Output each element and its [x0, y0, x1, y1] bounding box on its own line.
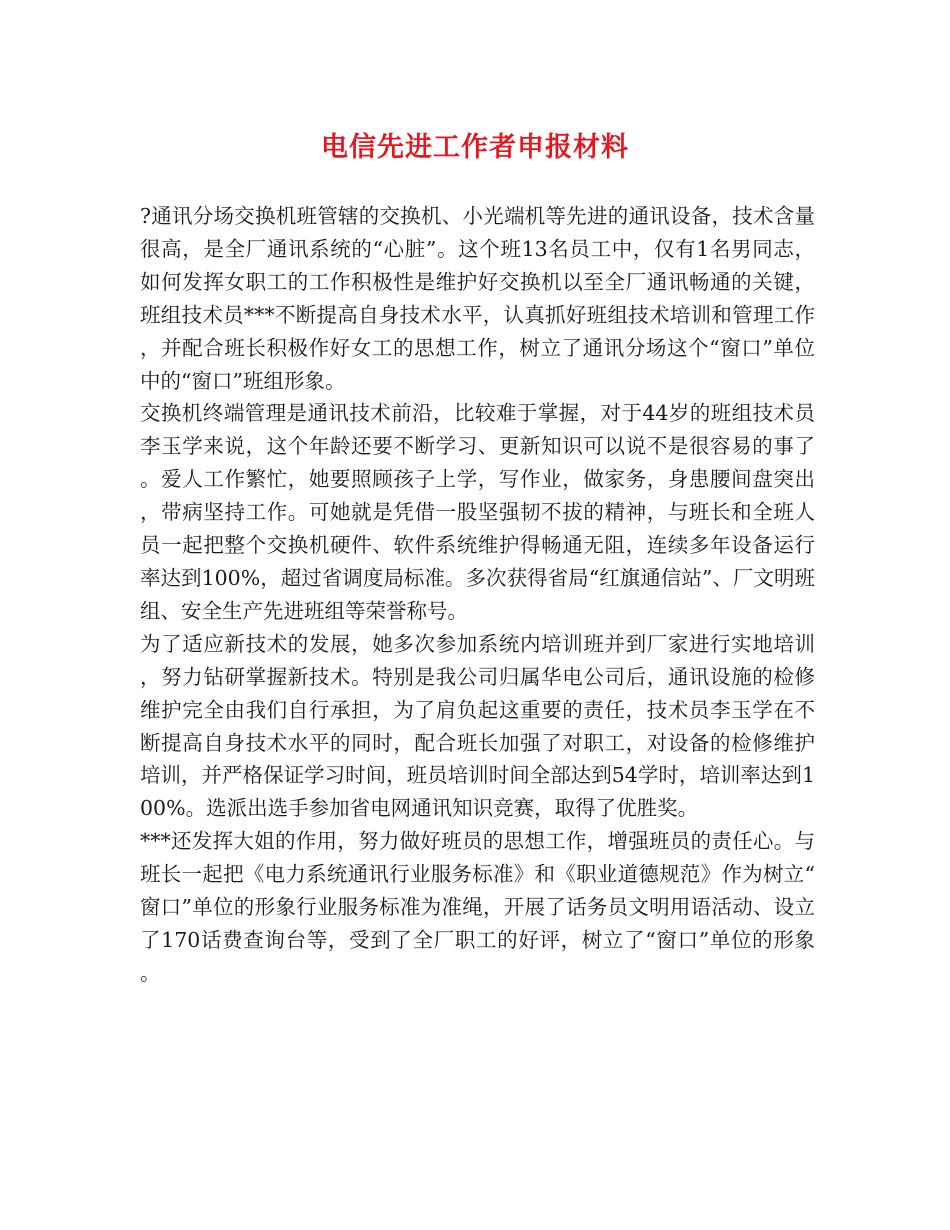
- paragraph: ?通讯分场交换机班管辖的交换机、小光端机等先进的通讯设备，技术含量很高，是全厂通讯系统的“心脏”。这个班13名员工中，仅有1名男同志，如何发挥女职工的工作积极性是维护好交换机以至全厂通讯畅通的关键，班组技术员***不断提高自身技术水平，认真抓好班组技术培训和管理工作，并配合班长积极作好女工的思想工作，树立了通讯分场这个“窗口”单位中的“窗口”班组形象。: [140, 204, 815, 393]
- document-title: 电信先进工作者申报材料: [321, 132, 629, 163]
- paragraph: 为了适应新技术的发展，她多次参加系统内培训班并到厂家进行实地培训，努力钻研掌握新技术。特别是我公司归属华电公司后，通讯设施的检修维护完全由我们自行承担，为了肩负起这重要的责任，技术员李玉学在不断提高自身技术水平的同时，配合班长加强了对职工，对设备的检修维护培训，并严格保证学习时间，班员培训时间全部达到54学时，培训率达到100%。选派出选手参加省电网通讯知识竞赛，取得了优胜奖。: [140, 631, 815, 821]
- document-body: [140, 200, 815, 990]
- paragraph: ***还发挥大姐的作用，努力做好班员的思想工作，增强班员的责任心。与班长一起把《电力系统通讯行业服务标准》和《职业道德规范》作为树立“窗口”单位的形象行业服务标准为准绳，开展了话务员文明用语活动、设立了170话费查询台等，受到了全厂职工的好评，树立了“窗口”单位的形象。: [140, 829, 815, 985]
- paragraph: 交换机终端管理是通讯技术前沿，比较难于掌握，对于44岁的班组技术员李玉学来说，这个年龄还要不断学习、更新知识可以说不是很容易的事了。爱人工作繁忙，她要照顾孩子上学，写作业，做家务，身患腰间盘突出，带病坚持工作。可她就是凭借一股坚强韧不拔的精神，与班长和全班人员一起把整个交换机硬件、软件系统维护得畅通无阻，连续多年设备运行率达到100%，超过省调度局标准。多次获得省局“红旗通信站”、厂文明班组、安全生产先进班组等荣誉称号。: [140, 401, 815, 623]
